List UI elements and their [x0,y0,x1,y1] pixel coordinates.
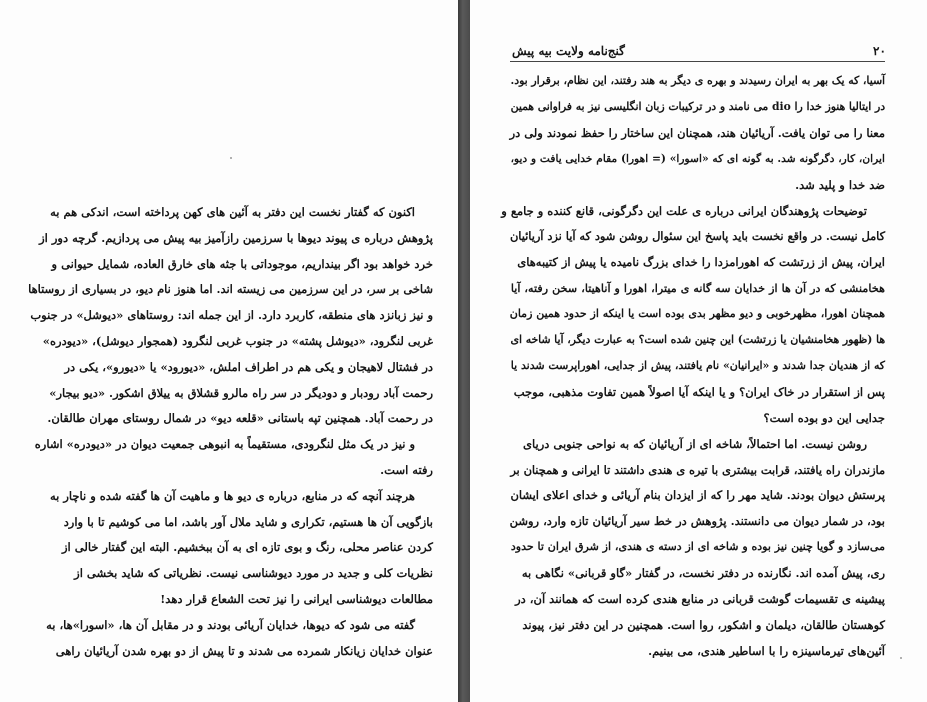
scan-speck [230,157,232,159]
text-line: عنوان خدایان زیانکار شمرده می شدند و تا پیش از دو بهره شدن آریائیان راهی [55,643,433,658]
text-line: می‌سازد و گویا چنین نیز بوده و شاخه ای از دسته ی هندی، از شرق ایران تا حدود [510,540,885,554]
text-line: آسیا، که یک بهر به ایران رسیدند و بهره ی دیگر به هند رفتند، این نظام، برقرار بود. [510,74,885,87]
text-line: غربی لنگرود، «دیوشل پشته» در جنوب غربی لنگرود (همجوار دیوشل)، «دیودره» [42,334,433,348]
right-page [470,0,927,702]
text-line: بود، در شمار دیوان می دانستند. پژوهش در خط سیر آریائیان تازه وارد، روشن [509,514,885,529]
text-line: ری، پیش آمده اند. نگارنده در دفتر نخست، در گفتار «گاو قربانی» نگاهی به [521,566,885,581]
text-line: بازگویی آن ها هستیم، تکراری و شاید ملال آور باشد، اما می کوشیم تا با وارد [63,514,433,529]
text-line: و نیز در یک مثل لنگرودی، مستقیماً به انبوهی جمعیت دیوان در «دیودره» اشاره [34,437,415,452]
text-line: پیشینه ی تقسیمات گوشت قربانی در منابع هندی کرده است که همانند آن، در [515,592,885,606]
text-line: پرستش دیوان بودند. شاید مهر را که از ایزدان بنام آریائی و خدای اعلای ایشان [510,488,885,503]
text-line: کردن عناصر محلی، رنگ و بوی تازه ای به آن ببخشیم. البته این گفتار خالی از [61,540,433,555]
text-line: کوهستان طالقان، دیلمان و اشکور، روا است. همچنین در این دفتر نیز، پیوند [522,617,885,632]
text-line: پس از استقرار در خاک ایران؟ و یا اینکه آیا اصولاً همین تفاوت مذهبی، موجب [513,384,885,399]
left-page [0,0,458,702]
text-line: رحمت آباد رودبار و دودیگر در سر راه مالرو قشلاق به ییلاق اشکور. «دیو بیجار» [49,385,433,400]
header-rule [510,61,885,62]
text-line: کامل نیست. در واقع نخست باید پاسخ این سئوال روشن شود که آیا نزد آریائیان [509,229,885,244]
text-line: رفته است. [380,463,433,477]
text-line: آئین‌های تیرماسینزه را با اساطیر هندی، می بینیم. [648,643,885,658]
text-line: که از هندیان جدا شدند و «ایرانیان» نام یافتند، پیش از جدایی، اهوراپرست شدند یا [510,358,885,372]
text-line: اکنون که گفتار نخست این دفتر به آئین های کهن پرداخته است، اندکی هم به [50,205,415,219]
text-line: معنا را می توان یافت. آریائیان هند، همچنان این ساختار را حفظ نمودند ولی در [509,125,885,140]
text-line: گفته می شود که دیوها، خدایان آریائی بودند و در مقابل آن ها، «اسورا»ها، به [46,617,415,632]
running-title: گنج‌نامه ولایت بیه پیش [512,44,625,58]
text-line: نظریات کلی و جدید در مورد دیوشناسی نیست. نظریاتی که شاید بخشی از [74,566,433,581]
text-line: در ایتالیا هنوز خدا را dio می نامند و در ترکیبات زبان انگلیسی نیز به فراوانی همین [510,99,885,113]
text-line: خرد خواهد بود اگر بینداریم، موجوداتی با جثه های خارق العاده، شمایل حیوانی و [51,256,433,271]
text-line: در فشتال لاهیجان و یکی هم در اطراف املش، «دیورود» یا «دیورو»، یکی در [64,359,433,374]
text-line: ضد خدا و پلید شد. [795,177,885,192]
text-line: ایران، کار، دگرگونه شد. به گونه ای که «اسورا» (= اهورا) مقام خدایی یافت و دیو، [510,151,885,165]
text-line: شاخی بر سر، در این سرزمین می زیسته اند. اما هنوز نام دیو، در بسیاری از روستاها [28,282,433,297]
text-line: روشن نیست. اما احتمالاً، شاخه ای از آریائیان که به نواحی جنوبی دریای [523,436,867,451]
text-line: توضیحات پژوهندگان ایرانی درباره ی علت این دگرگونی، قانع کننده و جامع و [501,203,867,218]
text-line: در رحمت آباد. همچنین تپه باستانی «قلعه دیو» در شمال روستای مهران طالقان. [47,411,433,426]
text-line: ایران، پیش از زرتشت که اهورامزدا را خدای بزرگ نامیده یا پیش از کتیبه‌های [517,255,885,270]
text-line: مطالعات دیوشناسی ایرانی را نیز تحت الشعاع قرار دهد! [160,592,433,606]
scan-speck [900,657,902,659]
book-gutter [458,0,470,702]
text-line: و نیز زبانزد های منطقه، کاربرد دارد. از این جمله اند: روستاهای «دیوشل» در جنوب [30,308,433,323]
text-line: همچنان اهورا، مظهرخوبی و دیو مظهر بدی بوده است یا اینکه از حدود همین زمان [509,307,885,321]
text-line: هرچند آنچه که در منابع، درباره ی دیو ها و ماهیت آن ها گفته شده و ناچار به [49,488,415,503]
text-line: جدایی این دو بوده است؟ [763,410,885,425]
text-line: ها (ظهور هخامنشیان یا زرتشت) این چنین شده است؟ به عبارت دیگر، آیا شاخه ای [510,333,885,346]
text-line: مازندران راه یافتند، قرابت بیشتری با تیره ی هندی داشتند تا ایرانی و همچنان بر [510,462,885,477]
text-line: پژوهش درباره ی پیوند دیوها با سرزمین رازآمیز بیه پیش می پردازیم. گرچه دور از [39,230,433,245]
page-number: ۲۰ [873,44,886,58]
text-line: هخامنشی که در آن ها از خدایان سه گانه ی میترا، اهورا و آناهیتا، سخن رفته، آیا [510,281,885,296]
